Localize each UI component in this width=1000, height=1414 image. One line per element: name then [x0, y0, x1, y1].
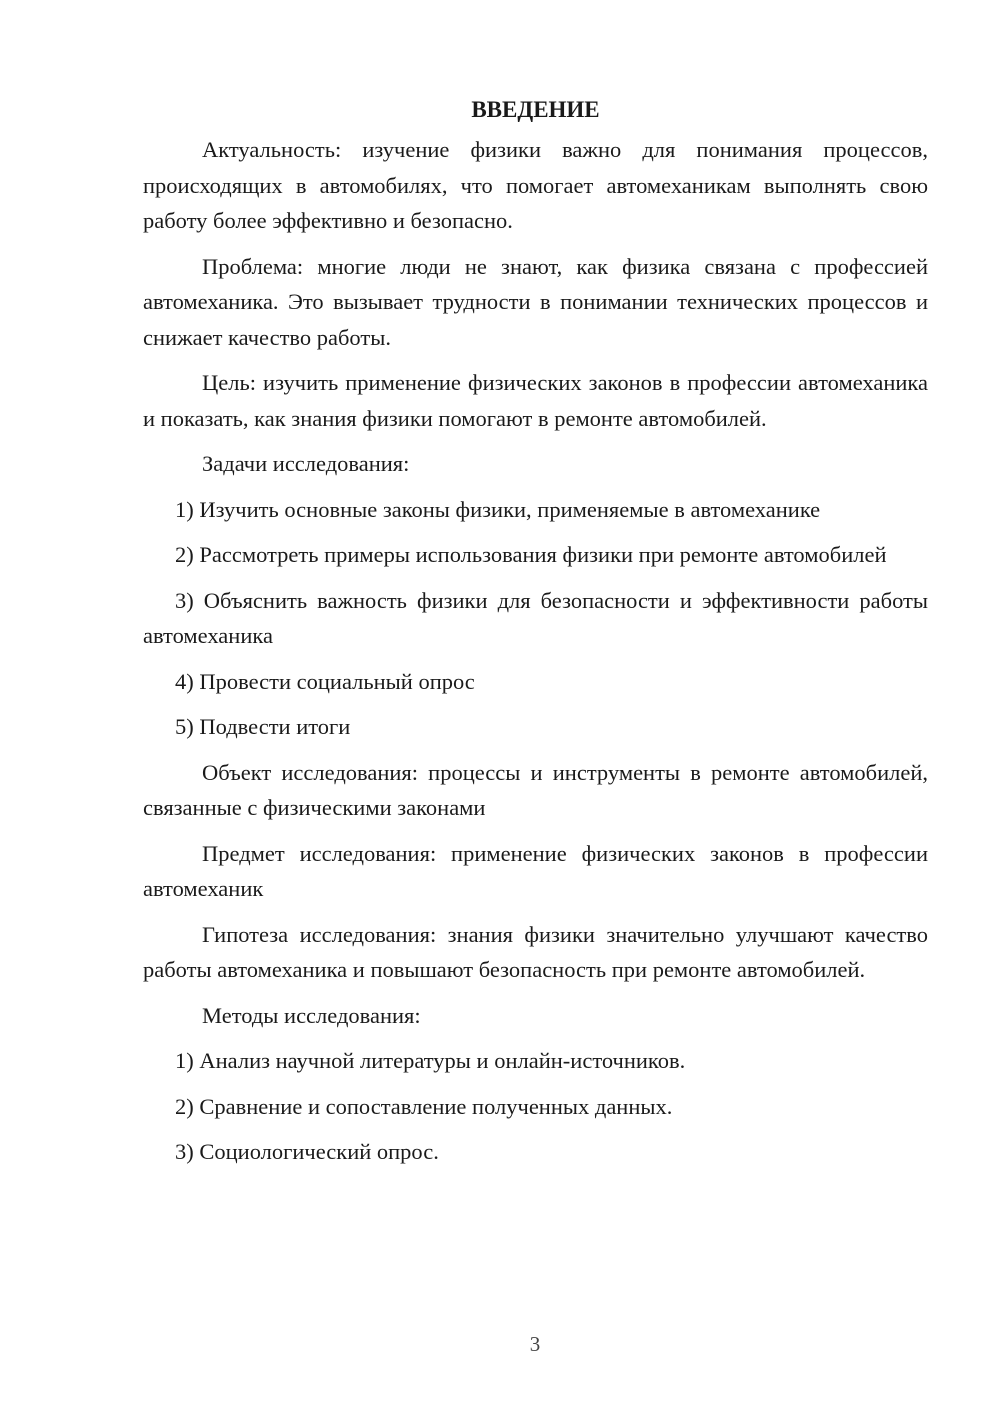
relevance-paragraph: Актуальность: изучение физики важно для понимания процессов, происходящих в автомобилях, что помогает автомеханикам выполнять свою работу более эффективно и безопасно. [143, 137, 928, 233]
method-item: 1) Анализ научной литературы и онлайн-источников. [175, 1048, 686, 1073]
problem-paragraph: Проблема: многие люди не знают, как физика связана с профессией автомеханика. Это вызывает трудности в понимании технических процессов и снижает качество работы. [143, 253, 928, 350]
subject-paragraph: Предмет исследования: применение физических законов в профессии автомеханик [143, 840, 928, 901]
task-item: 1) Изучить основные законы физики, применяемые в автомеханике [175, 496, 821, 522]
section-title: ВВЕДЕНИЕ [471, 97, 600, 122]
task-item: 5) Подвести итоги [175, 714, 351, 739]
hypothesis-paragraph: Гипотеза исследования: знания физики значительно улучшают качество работы автомеханика и повышают безопасность при ремонте автомобилей. [143, 921, 928, 982]
methods-heading: Методы исследования: [202, 1002, 421, 1028]
object-paragraph: Объект исследования: процессы и инструменты в ремонте автомобилей, связанные с физическими законами [143, 759, 928, 820]
method-item: 3) Социологический опрос. [175, 1139, 439, 1164]
task-item: 4) Провести социальный опрос [175, 668, 475, 694]
task-item: 3) Объяснить важность физики для безопасности и эффективности работы автомеханика [143, 587, 928, 648]
goal-paragraph: Цель: изучить применение физических законов в профессии автомеханика и показать, как знания физики помогают в ремонте автомобилей. [143, 370, 928, 431]
document-page [143, 92, 928, 1180]
method-item: 2) Сравнение и сопоставление полученных данных. [175, 1093, 673, 1119]
page-number: 3 [529, 1332, 541, 1356]
tasks-heading: Задачи исследования: [202, 451, 410, 476]
task-item: 2) Рассмотреть примеры использования физики при ремонте автомобилей [175, 542, 887, 567]
